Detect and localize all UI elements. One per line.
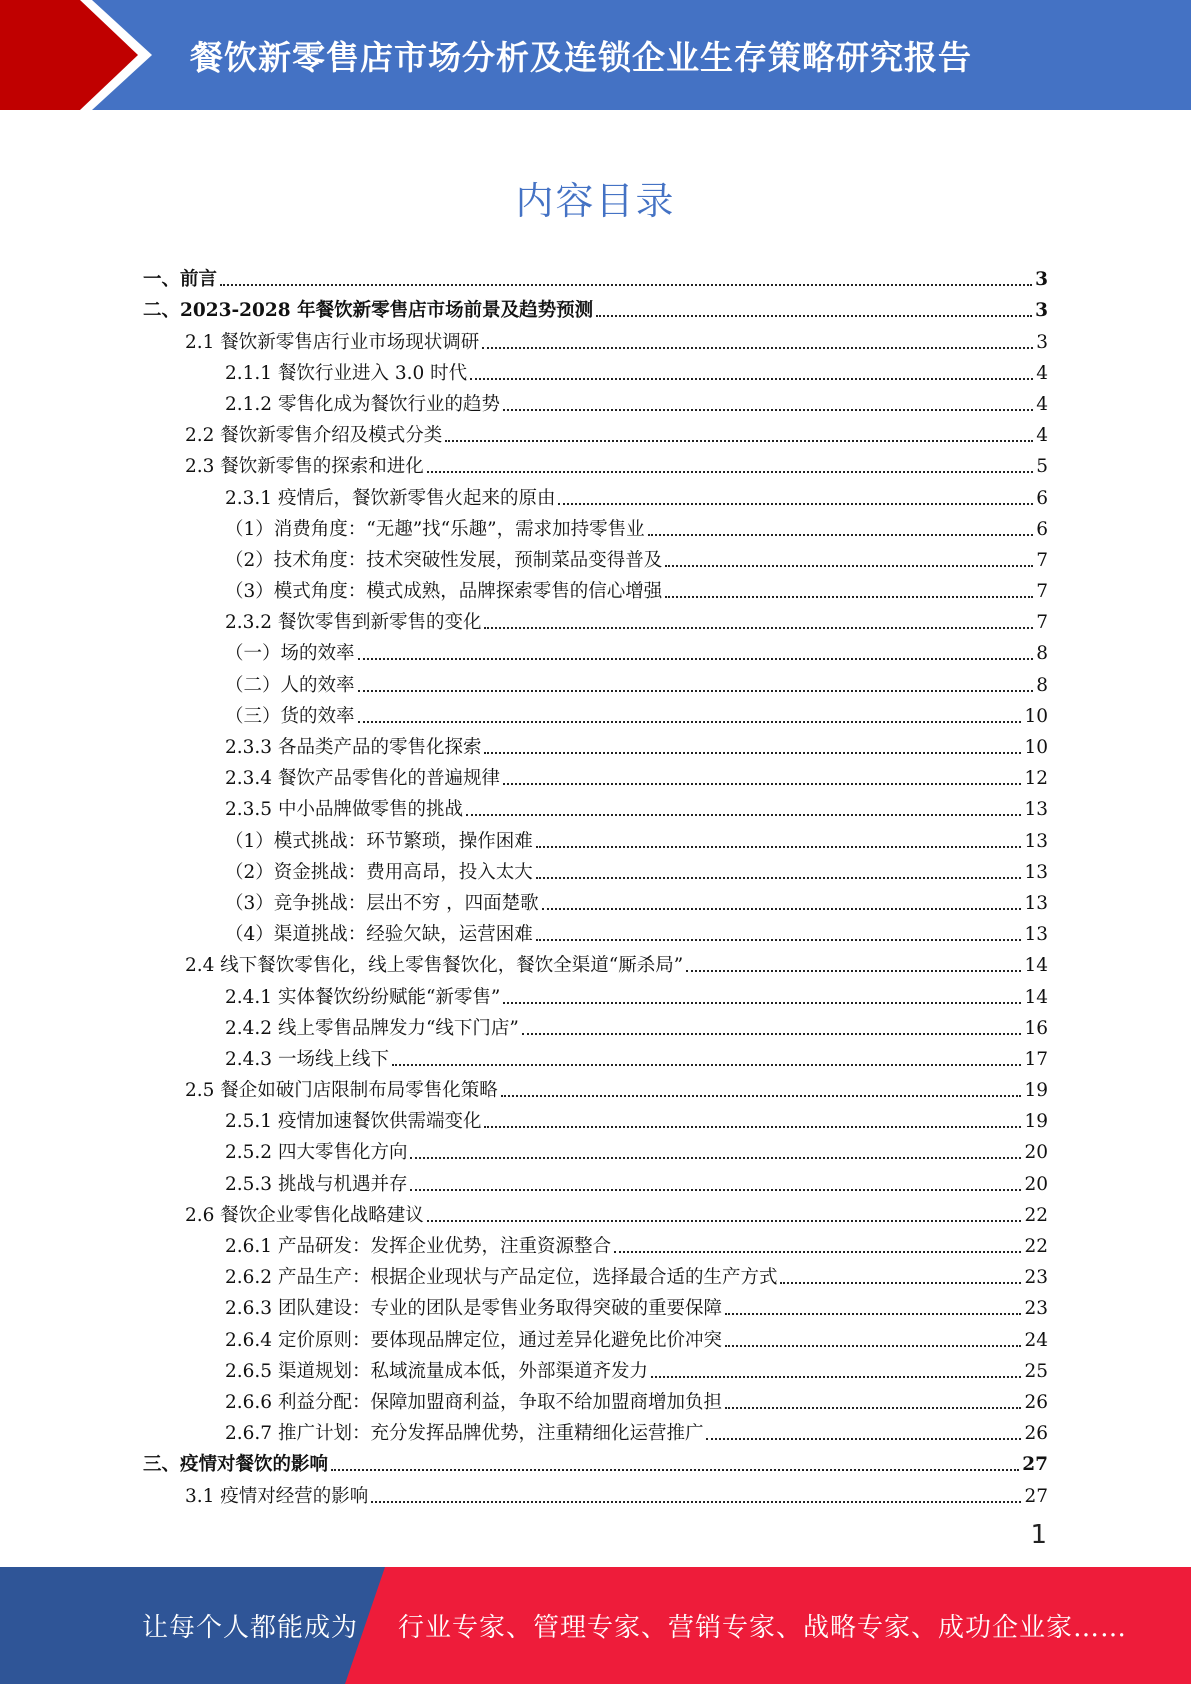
toc-entry-page: 8: [1036, 674, 1048, 696]
toc-entry-page: 6: [1036, 518, 1048, 540]
toc-entry-page: 3: [1036, 331, 1048, 353]
toc-entry-page: 14: [1024, 986, 1048, 1008]
toc-dot-leader: [484, 751, 1021, 754]
toc-entry-title: 一、前言: [143, 269, 218, 291]
toc-entry[interactable]: [143, 728, 1048, 759]
toc-entry-page: 23: [1024, 1267, 1048, 1289]
footer-slogan-left: 让每个人都能成为: [142, 1613, 359, 1643]
toc-entry[interactable]: [143, 1383, 1048, 1414]
toc-entry-page: 13: [1024, 830, 1048, 852]
toc-entry[interactable]: [143, 1040, 1048, 1071]
toc-entry[interactable]: [143, 1009, 1048, 1040]
toc-entry-page: 22: [1024, 1204, 1048, 1226]
toc-entry-page: 4: [1036, 362, 1048, 384]
toc-entry-page: 10: [1024, 737, 1048, 758]
toc-entry[interactable]: [143, 416, 1048, 447]
toc-entry[interactable]: [143, 1258, 1048, 1289]
toc-entry-title: （2）资金挑战：费用高昂，投入太大: [225, 861, 533, 883]
toc-entry[interactable]: [143, 541, 1048, 572]
toc-dot-leader: [536, 938, 1022, 941]
toc-dot-leader: [466, 813, 1021, 816]
toc-entry[interactable]: [143, 1414, 1048, 1445]
toc-entry[interactable]: [143, 1133, 1048, 1164]
toc-dot-leader: [220, 283, 1032, 286]
toc-entry-title: 3.1 疫情对经营的影响: [185, 1485, 369, 1507]
toc-entry[interactable]: [143, 1476, 1048, 1507]
toc-entry-title: （三）货的效率: [225, 705, 355, 727]
toc-entry[interactable]: [143, 510, 1048, 541]
toc-entry-page: 6: [1036, 487, 1048, 509]
toc-entry-title: （1）模式挑战：环节繁琐，操作困难: [225, 830, 533, 852]
toc-entry-title: 2.4.3 一场线上线下: [225, 1048, 389, 1070]
toc-dot-leader: [706, 1437, 1021, 1440]
toc-dot-leader: [371, 1500, 1021, 1503]
toc-entry-title: 2.6.2 产品生产：根据企业现状与产品定位，选择最合适的生产方式: [225, 1267, 778, 1289]
toc-dot-leader: [648, 533, 1034, 536]
toc-entry-page: 8: [1036, 643, 1048, 665]
toc-dot-leader: [358, 689, 1034, 692]
toc-entry-title: 2.3.5 中小品牌做零售的挑战: [225, 799, 463, 821]
toc-entry[interactable]: [143, 665, 1048, 696]
toc-dot-leader: [725, 1312, 1021, 1315]
toc-entry-title: （4）渠道挑战：经验欠缺，运营困难: [225, 924, 533, 946]
toc-dot-leader: [331, 1468, 1019, 1471]
toc-dot-leader: [358, 657, 1034, 660]
toc-entry[interactable]: [143, 790, 1048, 821]
toc-entry-title: （1）消费角度：“无趣”找“乐趣”，需求加持零售业: [225, 518, 645, 540]
toc-dot-leader: [725, 1406, 1021, 1409]
toc-entry-title: 2.6.6 利益分配：保障加盟商利益，争取不给加盟商增加负担: [225, 1391, 722, 1413]
toc-dot-leader: [651, 1375, 1021, 1378]
toc-entry-title: 2.3.4 餐饮产品零售化的普遍规律: [225, 768, 500, 790]
toc-entry-title: 2.5 餐企如破门店限制布局零售化策略: [185, 1080, 498, 1102]
toc-entry-title: 2.6.4 定价原则：要体现品牌定位，通过差异化避免比价冲突: [225, 1329, 722, 1351]
toc-dot-leader: [780, 1281, 1021, 1284]
toc-entry-page: 19: [1024, 1111, 1048, 1133]
toc-entry[interactable]: [143, 1164, 1048, 1195]
toc-entry[interactable]: [143, 1196, 1048, 1227]
toc-entry[interactable]: [143, 603, 1048, 634]
toc-entry-page: 16: [1024, 1017, 1048, 1039]
toc-entry-page: 7: [1036, 612, 1048, 634]
page-number: 1: [1030, 1520, 1047, 1550]
toc-entry-page: 13: [1024, 924, 1048, 946]
toc-entry-title: 2.5.3 挑战与机遇并存: [225, 1173, 408, 1195]
toc-entry[interactable]: [143, 1102, 1048, 1133]
toc-entry[interactable]: [143, 1352, 1048, 1383]
toc-dot-leader: [725, 1344, 1021, 1347]
table-of-contents: [143, 260, 1048, 1508]
toc-dot-leader: [542, 907, 1022, 910]
toc-dot-leader: [522, 1032, 1022, 1035]
toc-entry-page: 3: [1035, 269, 1048, 291]
toc-entry-title: 2.3.1 疫情后，餐饮新零售火起来的原由: [225, 487, 556, 509]
toc-dot-leader: [665, 595, 1033, 598]
toc-entry-title: （一）场的效率: [225, 643, 355, 665]
toc-dot-leader: [358, 720, 1022, 723]
toc-entry-title: 2.3.2 餐饮零售到新零售的变化: [225, 612, 482, 634]
toc-dot-leader: [596, 314, 1032, 317]
toc-entry-title: （3）模式角度：模式成熟，品牌探索零售的信心增强: [225, 581, 663, 603]
toc-entry[interactable]: [143, 884, 1048, 915]
toc-dot-leader: [445, 439, 1033, 442]
toc-entry-title: 三、疫情对餐饮的影响: [143, 1454, 329, 1476]
toc-entry-title: 2.5.2 四大零售化方向: [225, 1142, 408, 1164]
toc-entry-page: 22: [1024, 1236, 1048, 1257]
toc-dot-leader: [536, 876, 1022, 879]
report-title: 餐饮新零售店市场分析及连锁企业生存策略研究报告: [190, 37, 972, 77]
toc-entry-page: 4: [1036, 393, 1048, 415]
toc-entry-page: 26: [1024, 1391, 1048, 1413]
toc-entry-page: 3: [1035, 300, 1048, 322]
toc-entry[interactable]: [143, 977, 1048, 1008]
toc-entry-page: 5: [1036, 456, 1048, 478]
toc-entry-page: 7: [1036, 581, 1048, 603]
toc-entry-title: 2.4.1 实体餐饮纷纷赋能“新零售”: [225, 986, 501, 1008]
toc-entry-page: 23: [1024, 1298, 1048, 1320]
toc-dot-leader: [665, 564, 1033, 567]
toc-entry[interactable]: [143, 260, 1048, 291]
toc-entry-page: 13: [1024, 799, 1048, 821]
toc-entry[interactable]: [143, 322, 1048, 353]
toc-entry[interactable]: [143, 697, 1048, 728]
toc-entry-page: 17: [1024, 1048, 1048, 1070]
toc-dot-leader: [484, 1125, 1021, 1128]
toc-entry-title: 二、2023-2028 年餐饮新零售店市场前景及趋势预测: [143, 300, 594, 322]
toc-dot-leader: [427, 1219, 1022, 1222]
toc-entry[interactable]: [143, 759, 1048, 790]
toc-entry-title: 2.3.3 各品类产品的零售化探索: [225, 737, 482, 758]
toc-entry-page: 26: [1024, 1423, 1048, 1445]
toc-entry[interactable]: [143, 291, 1048, 322]
toc-entry[interactable]: [143, 1289, 1048, 1320]
toc-entry-title: （3）竞争挑战：层出不穷 ，四面楚歌: [225, 892, 539, 914]
toc-entry-page: 7: [1036, 549, 1048, 571]
toc-entry-title: 2.1.2 零售化成为餐饮行业的趋势: [225, 393, 500, 415]
toc-dot-leader: [614, 1250, 1021, 1253]
toc-entry[interactable]: [143, 1445, 1048, 1476]
toc-dot-leader: [410, 1156, 1021, 1159]
toc-entry-title: 2.6.7 推广计划：充分发挥品牌优势，注重精细化运营推广: [225, 1423, 704, 1445]
toc-entry-title: 2.6.1 产品研发：发挥企业优势，注重资源整合: [225, 1236, 611, 1257]
toc-entry-title: 2.6.5 渠道规划：私域流量成本低，外部渠道齐发力: [225, 1360, 648, 1382]
toc-entry[interactable]: [143, 946, 1048, 977]
toc-entry[interactable]: [143, 821, 1048, 852]
report-header: [0, 0, 1191, 110]
toc-dot-leader: [427, 470, 1033, 473]
toc-entry-page: 20: [1024, 1173, 1048, 1195]
toc-dot-leader: [558, 502, 1033, 505]
toc-entry-page: 10: [1024, 705, 1048, 727]
toc-entry[interactable]: [143, 572, 1048, 603]
toc-dot-leader: [503, 782, 1021, 785]
toc-entry-title: 2.1.1 餐饮行业进入 3.0 时代: [225, 362, 468, 384]
toc-entry-title: 2.4 线下餐饮零售化，线上零售餐饮化，餐饮全渠道“厮杀局”: [185, 955, 684, 977]
toc-entry-title: 2.4.2 线上零售品牌发力“线下门店”: [225, 1017, 519, 1039]
toc-entry[interactable]: [143, 915, 1048, 946]
toc-heading: 内容目录: [515, 179, 676, 223]
toc-entry-page: 13: [1024, 861, 1048, 883]
toc-entry[interactable]: [143, 354, 1048, 385]
toc-dot-leader: [410, 1188, 1021, 1191]
toc-entry-title: （2）技术角度：技术突破性发展，预制菜品变得普及: [225, 549, 663, 571]
toc-entry[interactable]: [143, 634, 1048, 665]
toc-entry-title: 2.2 餐饮新零售介绍及模式分类: [185, 425, 443, 447]
toc-entry-page: 14: [1024, 955, 1048, 977]
toc-entry-page: 25: [1024, 1360, 1048, 1382]
toc-entry-title: 2.3 餐饮新零售的探索和进化: [185, 456, 424, 478]
toc-entry-page: 12: [1024, 768, 1048, 790]
toc-entry-title: 2.6.3 团队建设：专业的团队是零售业务取得突破的重要保障: [225, 1298, 722, 1320]
toc-entry[interactable]: [143, 853, 1048, 884]
toc-entry[interactable]: [143, 385, 1048, 416]
toc-entry-page: 13: [1024, 892, 1048, 914]
toc-dot-leader: [503, 408, 1033, 411]
toc-entry-title: 2.1 餐饮新零售店行业市场现状调研: [185, 331, 480, 353]
toc-entry-page: 20: [1024, 1142, 1048, 1164]
toc-dot-leader: [482, 346, 1033, 349]
toc-dot-leader: [536, 845, 1022, 848]
toc-dot-leader: [470, 377, 1033, 380]
toc-entry[interactable]: [143, 1071, 1048, 1102]
toc-entry[interactable]: [143, 447, 1048, 478]
toc-entry-page: 27: [1024, 1485, 1048, 1507]
footer-slogan-right: 行业专家、管理专家、营销专家、战略专家、成功企业家……: [398, 1613, 1128, 1643]
toc-entry-title: （二）人的效率: [225, 674, 355, 696]
toc-dot-leader: [392, 1063, 1021, 1066]
toc-entry-page: 24: [1024, 1329, 1048, 1351]
toc-entry-title: 2.5.1 疫情加速餐饮供需端变化: [225, 1111, 482, 1133]
toc-dot-leader: [503, 1001, 1021, 1004]
report-footer: [0, 1567, 1191, 1684]
toc-entry-page: 4: [1036, 425, 1048, 447]
toc-dot-leader: [501, 1094, 1022, 1097]
toc-dot-leader: [484, 626, 1033, 629]
toc-entry-title: 2.6 餐饮企业零售化战略建议: [185, 1204, 424, 1226]
toc-dot-leader: [686, 969, 1021, 972]
toc-entry[interactable]: [143, 1320, 1048, 1351]
toc-entry-page: 19: [1024, 1080, 1048, 1102]
toc-entry-page: 27: [1022, 1454, 1048, 1476]
toc-entry[interactable]: [143, 1227, 1048, 1258]
toc-entry[interactable]: [143, 478, 1048, 509]
